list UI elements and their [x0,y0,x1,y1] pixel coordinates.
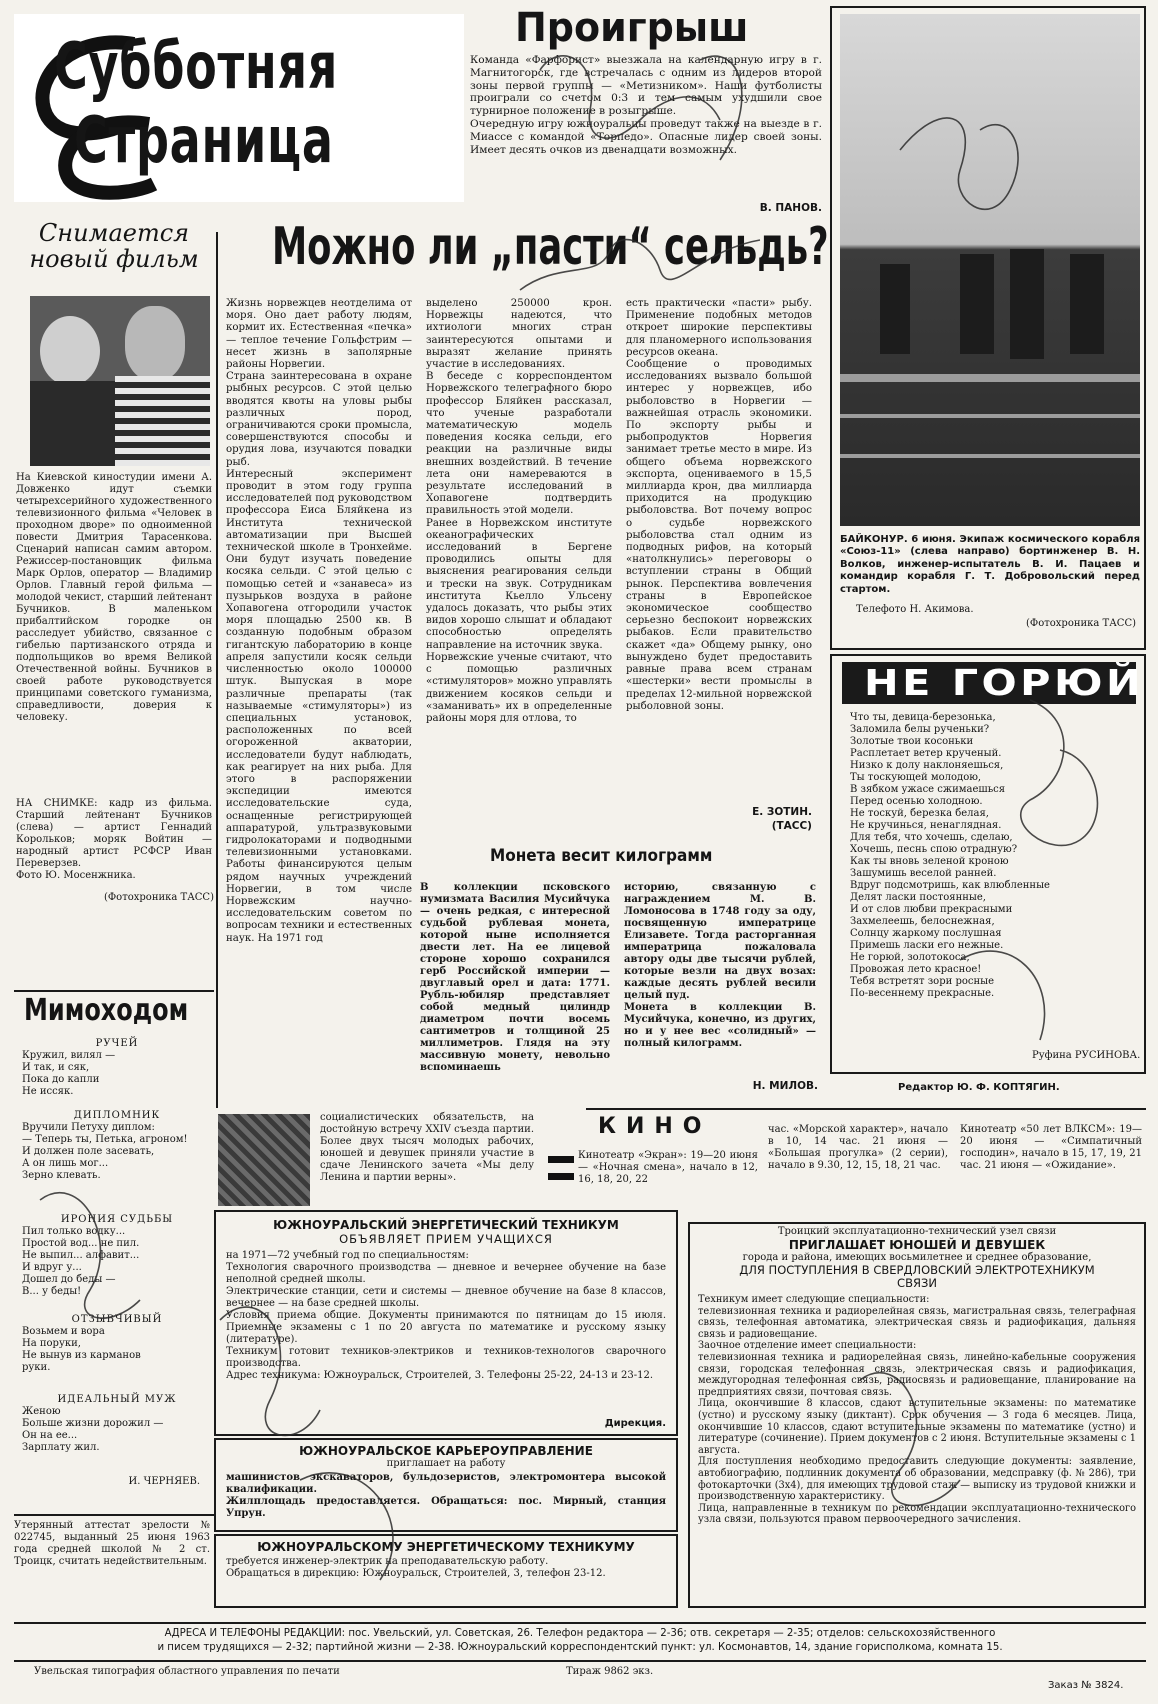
herring-article [222,217,829,944]
attestat: Утерянный аттестат зрелости № 022745, выданный 25 июня 1963 года средней школой № 2 ст. Троицк, считать недействительным. [14,1520,210,1567]
svyaz-body: Техникум имеет следующие специальности: телевизионная техника и радиорелейная связь, магистральная связь, телеграфная связь, телефонная автоматика, электрическая связь и радиофикация, дальняя связь и радиовещание. Заочное отделение имеет специальности: телевизионная техника и радиорелейная связь, линейно-кабельные сооружения связи, городская телефонная связь, электрическая связь и радиофикация, междугородная телефонная связь, радиосвязь и радиовещание, планирование на предприятиях связи, почтовая связь. Лица, окончившие 8 классов, сдают вступительные экзамены: по математике (устно) и русскому языку (диктант). Срок обучения — 3 года 6 месяцев. Лица, окончившие 10 классов, сдают вступительные экзамены по математике (устно) и литературе (сочинение). Прием документов с 2 июня. Вступительные экзамены с 1 августа. Для поступления необходимо предоставить следующие документы: заявление, автобиографию, подлинник документа об образовании, медсправку (ф. № 286), три фотокарточки (3х4), для имеющих трудовой стаж — выписку из трудовой книжки и производственную характеристику. Лица, направленные в техникум по рекомендации эксплуатационно-технического узла связи, пользуются правом первоочередного зачисления. [698,1294,1136,1526]
footer-line2: и писем трудящихся — 2-32; партийной жизни — 2-38. Южноуральский корреспондентский пункт: ул. Космонавтов, 14, здание горисполкома, комната 15. [157,1642,1003,1653]
poem-line: Не кручинься, ненаглядная. [850,820,1002,831]
kino-title: КИНО [598,1114,712,1139]
baikonur-caption: БАЙКОНУР. 6 июня. Экипаж космического корабля «Союз-11» (слева направо) бортинженер В. Н. Волков, инженер-испытатель В. И. Пацаев и командир корабля Г. Т. Добровольский перед стартом. [840,534,1140,595]
poem-title: НЕ ГОРЮЙ [842,662,1136,704]
socialist-text: социалистических обязательств, на достойную встречу XXIV съезда партии. Более двух тысяч молодых рабочих, юношей и девушек приняли участие в сдаче Ленинского зачета «Мы делу Ленина и партии верны». [320,1112,534,1183]
poem-line: Провожая лето красное! [850,964,982,975]
herring-agency: (ТАСС) [771,820,812,832]
tehnikum-ad [214,1210,678,1436]
baikonur-photo [840,14,1140,526]
poem-line: Перед осенью холодною. [850,796,983,807]
baikonur-credit-right: (Фотохроника ТАСС) [1026,618,1137,629]
film-body: На Киевской киностудии имени А. Довженко идут съемки четырехсерийного художественного телевизионного фильма «Человек в проходном дворе» по одноименной повести Дмитрия Тарасенкова. Сценарий написан самим автором. Режиссер-постановщик фильма Марк Орлов, оператор — Владимир Орлов. Главный герой фильма — молодой чекист, старший лейтенант Бучников. В маленьком прибалтийском городке он расследует убийство, связанное с гибелью партизанского отряда и подпольщиков во время Великой Отечественной войны. Бучников в своей работе руководствуется принципами советского гуманизма, справедливости, доверия к человеку. [16,472,212,723]
mimohodom-item [22,1314,212,1374]
film-credit: (Фотохроника ТАСС) [103,892,214,903]
mimohodom-text: Возьмем и вора На поруки, Не вынув из карманов руки. [22,1326,141,1373]
tehnikum-sign: Дирекция. [604,1418,666,1429]
coin-title: Монета весит килограмм [490,846,713,866]
poem-line: Низко к долу наклоняешься, [850,760,1004,771]
editor-line: Редактор Ю. Ф. КОПТЯГИН. [898,1082,1060,1093]
energo-ad [214,1534,678,1608]
poem-line: Как ты вновь зеленой кроною [850,856,1009,867]
proigrysh-author: В. ПАНОВ. [759,202,822,214]
tehnikum-title: ЮЖНОУРАЛЬСКИЙ ЭНЕРГЕТИЧЕСКИЙ ТЕХНИКУМ [273,1218,619,1232]
tehnikum-subtitle: ОБЪЯВЛЯЕТ ПРИЕМ УЧАЩИХСЯ [339,1232,553,1246]
energo-title: ЮЖНОУРАЛЬСКОМУ ЭНЕРГЕТИЧЕСКОМУ ТЕХНИКУМУ [257,1540,635,1554]
poem-line: Тебя встретят зори росные [850,976,995,987]
footer-line1: АДРЕСА И ТЕЛЕФОНЫ РЕДАКЦИИ: пос. Увельский, ул. Советская, 26. Телефон редактора — 2-36; отв. секретаря — 2-35; отделов: сельскохозяйственного [164,1628,996,1639]
poem-line: Для тебя, что хочешь, сделаю, [850,832,1013,843]
coin-col2: историю, связанную с награждением М. В. Ломоносова в 1748 году за оду, посвященную императрице Елизавете. Тогда расторганная императрица пожаловала автору оды две тысячи рублей, которые везли на двух возах: каждые десять рублей весили целый пуд. Монета в коллекции В. Мусийчука, конечно, из других, но и у нее вес «солидный» — полный килограмм. [624,882,816,1049]
masthead-line2: Страница [74,104,334,178]
kino-block [578,1110,1146,1222]
kino-equals-icon [548,1156,574,1180]
film-caption: НА СНИМКЕ: кадр из фильма. Старший лейтенант Бучников (слева) — артист Геннадий Корольков; моряк Войтин — народный артист РСФСР Иван Переверзев. Фото Ю. Мосенжника. [16,798,212,881]
karer-ad [214,1438,678,1532]
mimohodom-item [22,1038,212,1098]
mimohodom [14,994,214,1514]
poem-line: Примешь ласки его нежные. [850,940,1004,951]
herring-title: Можно ли „пасти“ сельдь? [272,217,829,277]
poem-line: Не тоскуй, березка белая, [850,808,989,819]
poem-line: Золотые твои косоньки [850,736,974,747]
karer-subtitle: приглашает на работу [386,1458,506,1469]
poem-line: Хочешь, песнь спою отрадную? [850,844,1018,855]
herring-author: Е. ЗОТИН. [752,806,812,818]
masthead [14,14,464,202]
poem-line: Солнцу жаркому послушная [850,928,1002,939]
footer-zakaz: Заказ № 3824. [1048,1680,1124,1691]
poem-line: Захмелеешь, белоснежная, [850,916,995,927]
film-title-1: Снимается [38,219,190,247]
poem-line: Что ты, девица-березонька, [850,712,996,723]
footer-rule-bottom [14,1660,1146,1662]
poem-line: Делят ласки постоянные, [850,892,986,903]
film-title-2: новый фильм [29,245,199,273]
baikonur-credit-left: Телефото Н. Акимова. [856,604,974,615]
mimohodom-heading: ОТЗЫВЧИВЫЙ [71,1314,163,1325]
herring-col1: Жизнь норвежцев неотделима от моря. Оно дает работу людям, кормит их. Естественная «печка» — теплое течение Гольфстрим — несет жизнь в заполярные районы Норвегии. Страна заинтересована в охране рыбных ресурсов. С этой целью вводятся квоты на уловы рыбы различных пород, ограничиваются сроки промысла, совершенствуются способы и орудия лова, изучаются повадки рыб. Интересный эксперимент проводит в этом году группа исследователей под руководством профессора Еиса Бляйкена из Института технической автоматизации при Высшей технической школе в Тронхейме. Они будут изучать поведение косяка сельди. С этой целью с помощью сетей и «занавеса» из пузырьков воздуха в районе Хопавогена отгородили участок моря площадью 2500 кв. В созданную подобным образом гигантскую лабораторию в конце апреля запустили косяк сельди численностью около 100000 штук. Выпуская в море различные препараты (так называемые «стимуляторы») из специальных установок, расположенных по всей огороженной акватории, исследователи будут наблюдать, как реагирует на них рыба. Для этого в распоряжении экспедиции имеются исследовательские суда, оснащенные регистрирующей аппаратурой, ультразвуковыми гидролокаторами и подводными телевизионными установками. Работы финансируются целым рядом научных учреждений Норвегии, в том числе Норвежским научно-исследовательским советом по вопросам техники и естественных наук. На 1971 год [226,298,412,944]
poem-line: В зябком ужасе сжимаешься [850,784,1006,795]
socialist-photo [218,1114,310,1206]
attestat-rule [14,1514,214,1516]
mimohodom-item [22,1394,212,1454]
poem-line: Расплетает ветер крученый. [850,748,1002,759]
mimohodom-text: Женою Больше жизни дорожил — Он на ее... Зарплату жил. [22,1406,164,1453]
film-article [14,220,214,984]
kino-col2: час. «Морской характер», начало в 10, 14 час. 21 июня — «Большая прогулка» (2 серии), начало в 9.30, 12, 15, 18, 21 час. [768,1124,948,1171]
poem-line: Заломила белы рученьки? [850,724,990,735]
film-photo [30,296,210,466]
proigrysh-article [470,6,822,216]
mimohodom-text: Кружил, вилял — И так, и сяк, Пока до капли Не иссяк. [22,1050,116,1097]
poem-line: По-весеннему прекрасные. [850,988,995,999]
poem-line: Не горюй, золотокоса, [850,952,970,963]
svyaz-intro: Троицкий эксплуатационно-технический узел связи [777,1226,1057,1237]
svyaz-title2: ДЛЯ ПОСТУПЛЕНИЯ В СВЕРДЛОВСКИЙ ЭЛЕКТРОТЕХНИКУМ СВЯЗИ [739,1263,1095,1290]
coin-author: Н. МИЛОВ. [752,1080,818,1092]
masthead-line1: Субботняя [54,30,339,104]
mimohodom-heading: ДИПЛОМНИК [73,1110,161,1121]
mimohodom-item [22,1214,212,1298]
coin-col1: В коллекции псковского нумизмата Василия Мусийчука — очень редкая, с интересной судьбой рублевая монета, которой ныне исполняется двести лет. На ее лицевой стороне хорошо сохранился герб Российской империи — двуглавый орел и дата: 1771. Рубль-юбиляр представляет собой медный цилиндр диаметром почти восемь сантиметров и толщиной 25 миллиметров. Глядя на эту массивную монету, невольно вспоминаешь [420,882,610,1073]
poem-line: Зашумишь веселой ранней. [850,868,997,879]
proigrysh-title: Проигрыш [515,5,749,51]
mimohodom-heading: ИДЕАЛЬНЫЙ МУЖ [57,1394,177,1405]
mimohodom-author: И. ЧЕРНЯЕВ. [128,1476,200,1487]
mimohodom-item [22,1110,212,1182]
kino-col1: Кинотеатр «Экран»: 19—20 июня — «Ночная смена», начало в 12, 16, 18, 20, 22 [578,1150,758,1185]
poem-author: Руфина РУСИНОВА. [1032,1050,1141,1061]
mimohodom-rule [14,990,214,992]
poem-line: Вдруг подсмотришь, как влюбленные [850,880,1050,891]
herring-col3: есть практически «пасти» рыбу. Применение подобных методов откроет широкие перспективы для планомерного использования ресурсов океана. Сообщение о проводимых исследованиях вызвало большой интерес у норвежцев, ибо рыболовство в Норвегии — важнейшая отрасль экономики. По экспорту рыбы и рыбопродуктов Норвегия занимает третье место в мире. Из общего объема норвежского экспорта, оцениваемого в 15,5 миллиарда крон, два миллиарда приходится на продукцию рыболовства. Вот почему вопрос о судьбе норвежского рыболовства стал одним из подводных рифов, на который «натолкнулись» переговоры о вступлении страны в Общий рынок. Перспектива вовлечения страны в Европейское экономическое сообщество серьезно беспокоит норвежских рыбаков. Если правительство скажет «да» Общему рынку, оно вынуждено будет предоставить равные права всем странам «шестерки» вести промыслы в пределах 12-мильной норвежской рыболовной зоны. [626,298,812,712]
karer-body: машинистов экскаваторов, бульдозеристов, электромонтера высокой квалификации. Жилплощадь предоставляется. Обращаться: пос. Мирный, станция Упрун. [226,1472,666,1519]
svyaz-title: ПРИГЛАШАЕТ ЮНОШЕЙ И ДЕВУШЕК [788,1238,1046,1252]
herring-rule [216,232,218,1108]
tehnikum-body: на 1971—72 учебный год по специальностям: Технология сварочного производства — дневное и вечернее обучение на базе неполной средней школы. Электрические станции, сети и системы — дневное обучение на базе 8 классов, вечернее — на базе средней школы. Условия приема общие. Документы принимаются по пятницам до 15 июля. Приемные экзамены с 1 по 20 августа по математике и русскому языку (литературе). Техникум готовит техников-электриков и техников-технологов сварочного производства. Адрес техникума: Южноуральск, Строителей, 3. Телефоны 25-22, 24-13 и 23-12. [226,1250,666,1381]
mimohodom-text: Вручили Петуху диплом: — Теперь ты, Петька, агроном! И должен поле засевать, А он лишь мог... Зерно клевать. [22,1122,188,1181]
proigrysh-body: Команда «Фарфорист» выезжала на календарную игру в г. Магнитогорск, где встречалась с одним из лидеров второй зоны первой группы — «Метизником». Наши футболисты проиграли со счетом 0:3 и тем самым ухудшили свое турнирное положение в розыгрыше. Очередную игру южноуральцы проведут также на выезде в г. Миассе с командой «Торпедо». Опасные лидер своей зоны. Имеет десять очков из двенадцати возможных. [470,54,822,156]
svyaz-ad [688,1222,1146,1608]
mimohodom-heading: ИРОНИЯ СУДЬБЫ [60,1214,174,1225]
footer-rule-top [14,1622,1146,1624]
poem-line: И от слов любви прекрасными [850,904,1013,915]
mimohodom-heading: РУЧЕЙ [95,1038,139,1049]
poem-line: Ты тоскующей молодою, [850,772,982,783]
energo-body: требуется инженер-электрик на преподавательскую работу. Обращаться в дирекцию: Южноуральск, Строителей, 3, телефон 23-12. [226,1556,606,1579]
karer-title: ЮЖНОУРАЛЬСКОЕ КАРЬЕРОУПРАВЛЕНИЕ [299,1444,593,1458]
mimohodom-title: Мимоходом [24,993,189,1028]
poem-lines [850,712,1140,1000]
kino-col3: Кинотеатр «50 лет ВЛКСМ»: 19—20 июня — «Симпатичный господин», начало в 15, 17, 19, 21 час. 21 июня — «Ожидание». [960,1124,1142,1171]
svyaz-sub: города и района, имеющих восьмилетнее и среднее образование, [742,1252,1092,1263]
mimohodom-text: Пил только водку... Простой вод... не пил. Не выпил... алфавит... И вдруг у... Дошел до беды — В... у беды! [22,1226,140,1297]
footer-print: Увельская типография областного управления по печати [34,1666,340,1677]
coin-article [420,846,820,1096]
herring-col2: выделено 250000 крон. Норвежцы надеются, что ихтиологи многих стран заинтересуются опытами и выразят желание принять участие в исследованиях. В беседе с корреспондентом Норвежского телеграфного бюро профессор Бляйкен рассказал, что ученые разработали математическую модель поведения косяка сельди, его реакции на различные виды внешних воздействий. В течение лета они намереваются в результате исследований в Хопавогене подтвердить правильность этой модели. Ранее в Норвежском институте океанографических исследований в Бергене проводились опыты для выяснения реагирования сельди и трески на звук. Сотрудникам института Кьелло Ульсену удалось доказать, что рыбы этих видов хорошо слышат и обладают способностью определять направление на источник звука. Норвежские ученые считают, что с помощью различных «стимуляторов» можно управлять движением косяков сельди и «заманивать» их в определенные районы моря для отлова, то [426,298,612,724]
footer-tirazh: Тираж 9862 экз. [566,1666,654,1677]
